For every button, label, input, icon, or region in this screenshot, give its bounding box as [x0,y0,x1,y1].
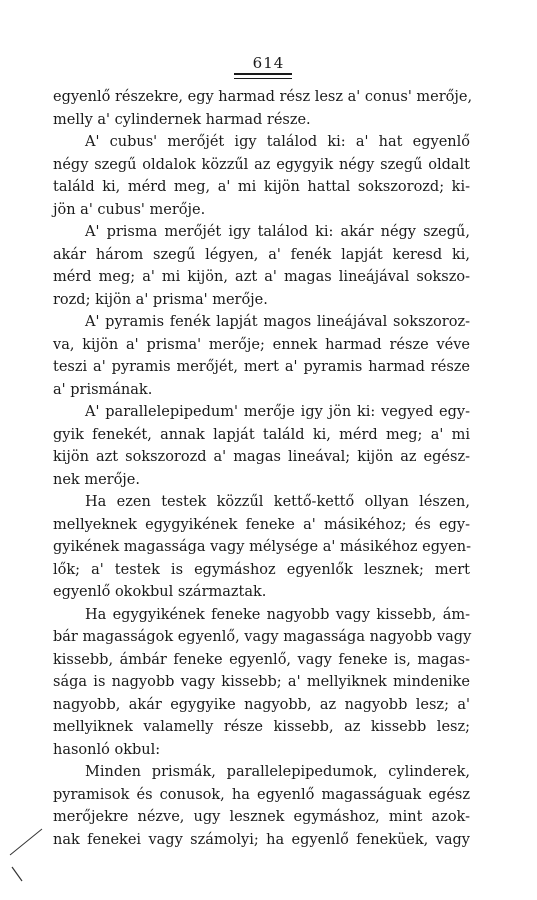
text-line: gyik fenekét, annak lapját találd ki, mérd meg; a' mi [53,426,470,443]
text-line: merőjekre nézve, ugy lesznek egymáshoz, mint azok- [53,809,470,825]
margin-pen-stroke [8,815,46,885]
body-text [53,86,473,851]
text-line: mellyeknek egygyikének feneke a' másikéhoz; és egy- [53,516,470,533]
text-line: találd ki, mérd meg, a' mi kijön hattal sokszorozd; ki- [53,179,470,195]
paragraph-start-line: Ha ezen testek közzűl kettő-kettő ollyan lészen, [85,494,470,510]
text-line: mellyiknek valamelly része kissebb, az kissebb lesz; [53,719,470,735]
paragraph-start-line: A' pyramis fenék lapját magos lineájával sokszoroz- [85,314,470,330]
text-line: gyikének magassága vagy mélysége a' másikéhoz egyen- [53,539,472,555]
paragraph-start-line: A' parallelepipedum' merője igy jön ki: vegyed egy- [85,404,470,420]
paragraph-start-line: Minden prismák, parallelepipedumok, cylinderek, [85,764,470,780]
text-line: teszi a' pyramis merőjét, mert a' pyramis harmad része [53,359,470,375]
text-line: akár három szegű légyen, a' fenék lapját keresd ki, [53,246,470,263]
text-line: pyramisok és conusok, ha egyenlő magasságuak egész [53,786,470,803]
text-line: egyenlő részekre, egy harmad rész lesz a' conus' merője, [53,89,473,105]
text-line: egyenlő okokbul származtak. [53,584,267,600]
text-line: nak fenekei vagy számolyi; ha egyenlő feneküek, vagy [53,831,470,848]
text-line: rozd; kijön a' prisma' merője. [53,291,268,308]
text-line: lők; a' testek is egymáshoz egyenlők lesznek; mert [53,561,470,578]
text-line: nagyobb, akár egygyike nagyobb, az nagyobb lesz; a' [53,696,470,713]
text-line: melly a' cylindernek harmad része. [53,111,311,128]
text-line: sága is nagyobb vagy kissebb; a' mellyiknek mindenike [53,674,470,690]
page-number: 614 [252,54,285,72]
text-line: jön a' cubus' merője. [53,201,206,218]
paragraph-start-line: A' prisma merőjét igy találod ki: akár négy szegű, [85,224,470,240]
text-line: kijön azt sokszorozd a' magas lineával; kijön az egész- [53,449,470,465]
header-rule-thick [234,73,292,75]
header-rule-thin [234,78,292,79]
text-line: va, kijön a' prisma' merője; ennek harmad része véve [53,336,470,353]
text-line: hasonló okbul: [53,741,161,758]
text-line: négy szegű oldalok közzűl az egygyik négy szegű oldalt [53,156,470,173]
text-line: nek merője. [53,471,140,488]
paragraph-start-line: Ha egygyikének feneke nagyobb vagy kissebb, ám- [85,606,470,623]
text-line: a' prismának. [53,381,153,398]
text-line: mérd meg; a' mi kijön, azt a' magas lineájával sokszo- [53,269,470,285]
text-line: bár magasságok egyenlő, vagy magassága nagyobb vagy [53,629,472,645]
text-line: kissebb, ámbár feneke egyenlő, vagy feneke is, magas- [53,651,470,668]
paragraph-start-line: A' cubus' merőjét igy találod ki: a' hat egyenlő [85,134,470,150]
